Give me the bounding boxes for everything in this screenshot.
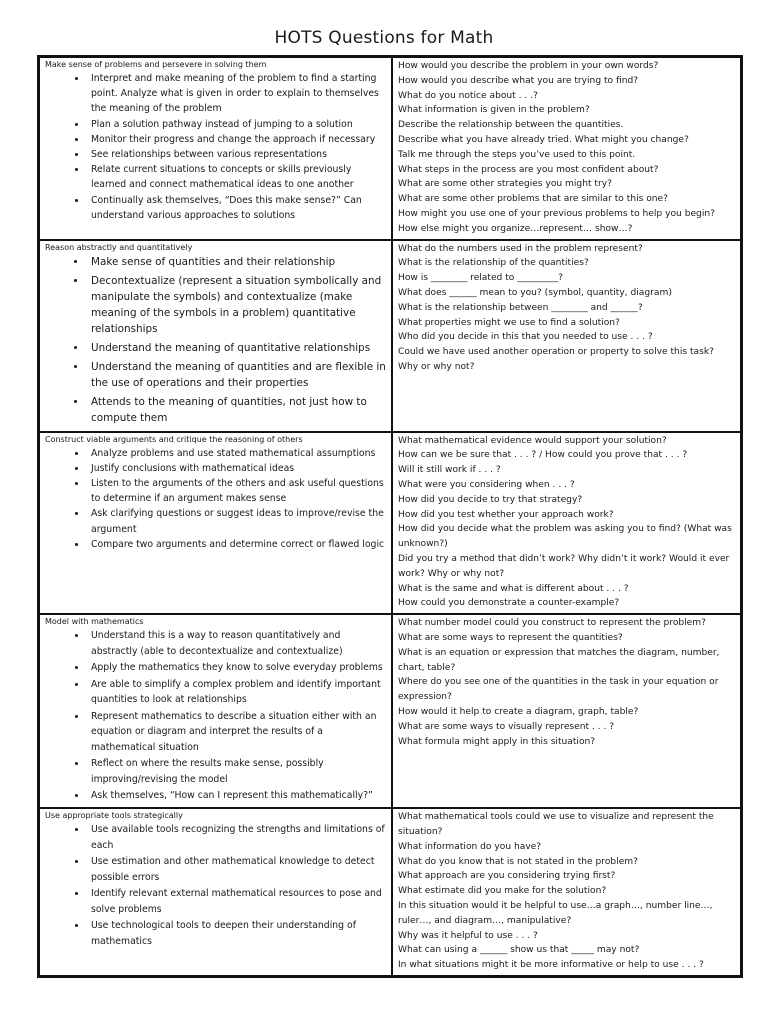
question-line: How did you test whether your approach work? (398, 509, 614, 520)
practice-points (45, 71, 387, 223)
practice-title: Make sense of problems and persevere in solving them (45, 60, 267, 69)
question-line: What do you know that is not stated in the problem? (398, 856, 638, 867)
list-item: • Are able to simplify a complex problem and identify important quantities to look at relationships (87, 677, 387, 708)
list-item: • Interpret and make meaning of the problem to find a starting point. Analyze what is given in order to explain to themselves the meaning of the problem (87, 71, 387, 117)
question-line: How can we be sure that . . . ? / How could you prove that . . . ? (398, 450, 688, 461)
question-line: How would you describe the problem in your own words? (398, 61, 659, 71)
list-item: • Use technological tools to deepen their understanding of mathematics (87, 918, 387, 949)
question-line: Who did you decide in this that you needed to use . . . ? (398, 332, 653, 343)
list-item: • Understand the meaning of quantities and are flexible in the use of operations and their properties (87, 359, 387, 391)
question-line: How could you demonstrate a counter-example? (398, 598, 620, 609)
practice-title: Use appropriate tools strategically (45, 811, 183, 821)
question-line: What is the relationship between ________ and ______? (398, 302, 643, 313)
question-line: Where do you see one of the quantities in the task in your equation or expression? (398, 677, 719, 703)
question-line: What formula might apply in this situation? (398, 736, 596, 747)
question-line: How did you decide what the problem was asking you to find? (What was unknown?) (398, 524, 732, 550)
question-line: How might you use one of your previous problems to help you begin? (398, 208, 715, 219)
question-line: What does ______ mean to you? (symbol, quantity, diagram) (398, 287, 672, 298)
list-item: • Relate current situations to concepts or skills previously learned and connect mathematical ideas to one another (87, 162, 387, 192)
question-line: What mathematical evidence would support your solution? (398, 435, 667, 446)
question-line: Could we have used another operation or property to solve this task? Why or why not? (398, 347, 714, 372)
practice-cell (39, 808, 393, 976)
list-item: • Monitor their progress and change the approach if necessary (87, 132, 387, 147)
question-line: How did you decide to try that strategy? (398, 494, 583, 505)
questions-cell (392, 614, 742, 808)
question-line: What information is given in the problem? (398, 105, 590, 116)
questions-cell (392, 432, 742, 615)
question-line: What are some other strategies you might try? (398, 179, 612, 190)
question-line: What are some ways to represent the quantities? (398, 632, 623, 643)
practice-title: Reason abstractly and quantitatively (45, 242, 193, 252)
hots-table (37, 55, 743, 978)
list-item: • Compare two arguments and determine correct or flawed logic (87, 537, 387, 552)
question-line: What information do you have? (398, 841, 542, 852)
page-title: HOTS Questions for Math (274, 28, 494, 48)
list-item: • Listen to the arguments of the others and ask useful questions to determine if an argument makes sense (87, 476, 387, 506)
list-item: • Identify relevant external mathematical resources to pose and solve problems (87, 886, 387, 917)
question-line: What do the numbers used in the problem represent? (398, 243, 643, 254)
list-item: • See relationships between various representations (87, 147, 387, 162)
practice-title: Construct viable arguments and critique the reasoning of others (45, 434, 303, 444)
questions-cell (392, 240, 742, 432)
list-item: • Reflect on where the results make sense, possibly improving/revising the model (87, 756, 387, 787)
list-item: • Justify conclusions with mathematical ideas (87, 461, 387, 476)
table-row (39, 432, 742, 615)
question-line: In what situations might it be more informative or help to use . . . ? (398, 960, 704, 971)
practice-points (45, 446, 387, 552)
table-row (39, 614, 742, 808)
list-item: • Represent mathematics to describe a situation either with an equation or diagram and interpret the results of a mathematical situation (87, 709, 387, 756)
list-item: • Ask clarifying questions or suggest ideas to improve/revise the argument (87, 506, 387, 536)
table-row (39, 808, 742, 976)
question-line: What do you notice about . . .? (398, 90, 538, 101)
list-item: • Make sense of quantities and their relationship (87, 254, 387, 270)
question-line: Talk me through the steps you’ve used to this point. (398, 149, 636, 160)
question-line: What is an equation or expression that matches the diagram, number, chart, table? (398, 647, 720, 673)
list-item: • Use estimation and other mathematical knowledge to detect possible errors (87, 854, 387, 885)
question-line: What steps in the process are you most confident about? (398, 164, 659, 175)
practice-cell (39, 432, 393, 615)
question-line: What estimate did you make for the solution? (398, 886, 607, 897)
list-item: • Apply the mathematics they know to solve everyday problems (87, 660, 387, 676)
question-line: What is the relationship of the quantities? (398, 258, 589, 269)
question-line: What are some other problems that are similar to this one? (398, 194, 668, 205)
practice-title: Model with mathematics (45, 617, 144, 627)
question-line: What are some ways to visually represent . . . ? (398, 721, 615, 732)
list-item: • Understand the meaning of quantitative relationships (87, 340, 387, 356)
question-line: How would it help to create a diagram, graph, table? (398, 706, 639, 717)
question-line: How else might you organize…represent… show…? (398, 223, 633, 234)
question-line: What is the same and what is different about . . . ? (398, 583, 629, 594)
question-line: What were you considering when . . . ? (398, 479, 575, 490)
list-item: • Analyze problems and use stated mathematical assumptions (87, 446, 387, 461)
questions-cell (392, 57, 742, 240)
question-line: What approach are you considering trying first? (398, 871, 616, 882)
list-item: • Continually ask themselves, “Does this make sense?” Can understand various approaches to solutions (87, 193, 387, 223)
question-line: What can using a ______ show us that _____ may not? (398, 945, 640, 956)
question-line: Will it still work if . . . ? (398, 465, 501, 476)
question-line: Describe the relationship between the quantities. (398, 120, 624, 131)
list-item: • Plan a solution pathway instead of jumping to a solution (87, 117, 387, 132)
question-line: Describe what you have already tried. What might you change? (398, 134, 689, 145)
practice-points (45, 254, 387, 426)
practice-cell (39, 240, 393, 432)
question-line: What mathematical tools could we use to visualize and represent the situation? (398, 812, 714, 837)
question-line: What properties might we use to find a solution? (398, 317, 620, 328)
question-line: In this situation would it be helpful to use…a graph…, number line…, ruler…, and diagram…, manipulative? (398, 900, 713, 926)
question-line: What number model could you construct to represent the problem? (398, 618, 706, 629)
practice-cell (39, 57, 393, 240)
question-line: Why was it helpful to use . . . ? (398, 930, 538, 941)
question-line: How is ________ related to _________? (398, 273, 563, 284)
questions-cell (392, 808, 742, 976)
list-item: • Understand this is a way to reason quantitatively and abstractly (able to decontextualize and contextualize) (87, 628, 387, 659)
list-item: • Attends to the meaning of quantities, not just how to compute them (87, 394, 387, 426)
table-row (39, 57, 742, 240)
table-row (39, 240, 742, 432)
practice-cell (39, 614, 393, 808)
question-line: Did you try a method that didn’t work? Why didn’t it work? Would it ever work? Why or why not? (398, 553, 730, 579)
list-item: • Use available tools recognizing the strengths and limitations of each (87, 822, 387, 853)
question-line: How would you describe what you are trying to find? (398, 75, 639, 86)
list-item: • Ask themselves, “How can I represent this mathematically?” (87, 788, 387, 804)
practice-points (45, 822, 387, 949)
list-item: • Decontextualize (represent a situation symbolically and manipulate the symbols) and contextualize (make meaning of the symbols in a problem) quantitative relationships (87, 273, 387, 337)
practice-points (45, 628, 387, 804)
